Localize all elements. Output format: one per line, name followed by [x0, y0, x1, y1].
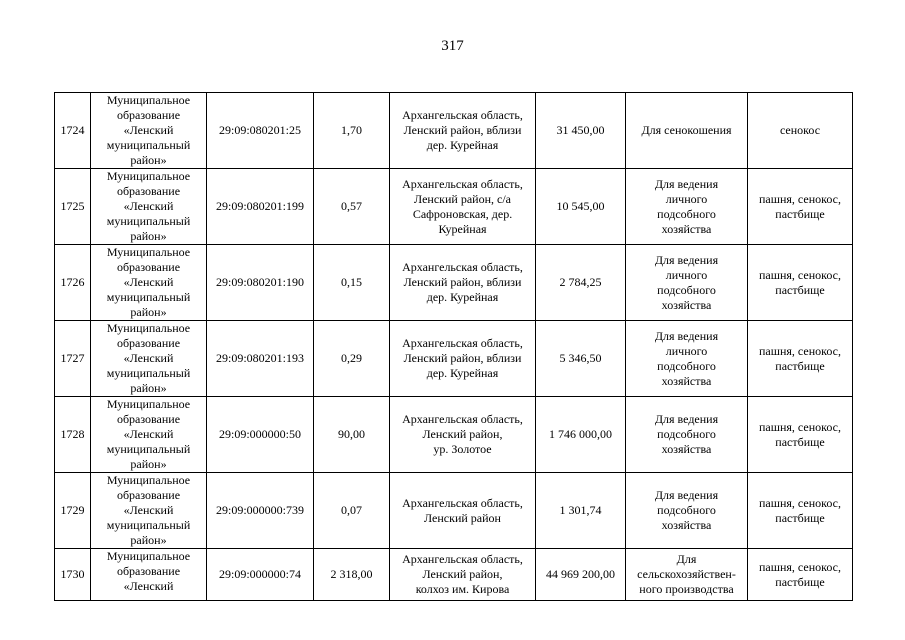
cell-owner-line: «Ленский: [123, 579, 174, 593]
cell-owner-line: район»: [130, 381, 167, 395]
cell-permitted-use-line: ного производства: [639, 582, 734, 596]
cell-land-use: [748, 397, 853, 473]
cell-location-line: Архангельская область,: [402, 552, 523, 566]
cell-owner-line: Муниципальное: [106, 245, 191, 259]
cell-land-use: [748, 321, 853, 397]
cell-number: 1728: [55, 397, 91, 473]
cell-owner: [91, 93, 207, 169]
cell-location-line: Архангельская область,: [402, 336, 523, 350]
page-number: 317: [441, 38, 464, 54]
cell-location-line: Архангельская область,: [402, 412, 523, 426]
cell-location-line: Ленский район, вблизи: [403, 123, 522, 137]
cell-land-use: [748, 169, 853, 245]
cell-owner: [91, 169, 207, 245]
cell-permitted-use: [626, 321, 748, 397]
cell-location-line: Ленский район,: [422, 427, 503, 441]
cell-owner-line: муниципальный: [106, 518, 191, 532]
cell-owner-line: «Ленский: [123, 123, 174, 137]
cell-land-use-line: пашня, сенокос,: [759, 267, 841, 282]
cell-owner: [91, 397, 207, 473]
cell-area: 1,70: [314, 93, 390, 169]
cell-owner: [91, 473, 207, 549]
cell-owner-line: район»: [130, 457, 167, 471]
cell-owner-line: Муниципальное: [106, 473, 191, 487]
cell-cadastral-number: 29:09:000000:50: [207, 397, 314, 473]
table-row: [55, 245, 853, 321]
cell-cadastral-value: 1 301,74: [536, 473, 626, 549]
cell-permitted-use: [626, 473, 748, 549]
cell-permitted-use-line: хозяйства: [661, 373, 712, 388]
cell-owner-line: Муниципальное: [106, 93, 191, 107]
cell-permitted-use-line: хозяйства: [661, 221, 712, 236]
cell-location: [390, 549, 536, 601]
cell-location-line: Ленский район, с/а: [414, 191, 511, 206]
cell-number: 1729: [55, 473, 91, 549]
cell-location-line: Архангельская область,: [402, 260, 523, 274]
cell-owner-line: Муниципальное: [106, 169, 191, 183]
cell-owner-line: муниципальный: [106, 442, 191, 456]
cell-land-use-line: пастбище: [775, 206, 825, 221]
cell-owner-line: муниципальный: [106, 214, 191, 228]
table-body: [55, 93, 853, 601]
land-registry-table: [54, 92, 853, 601]
cell-land-use-line: пастбище: [775, 282, 825, 297]
cell-permitted-use-line: Для ведения: [654, 176, 719, 191]
cell-location-line: Курейная: [438, 221, 487, 236]
cell-owner-line: «Ленский: [123, 427, 174, 441]
cell-location-line: Архангельская область,: [402, 495, 523, 510]
cell-permitted-use-line: Для ведения: [654, 252, 719, 267]
cell-location: [390, 473, 536, 549]
cell-land-use-line: пастбище: [775, 510, 825, 525]
cell-owner-line: район»: [130, 305, 167, 319]
cell-location-line: Ленский район, вблизи: [403, 351, 522, 365]
cell-land-use-line: пастбище: [775, 434, 825, 449]
cell-permitted-use-line: Для сенокошения: [641, 123, 732, 137]
cell-permitted-use-line: подсобного: [657, 503, 716, 517]
cell-permitted-use: [626, 169, 748, 245]
cell-area: 2 318,00: [314, 549, 390, 601]
cell-owner-line: образование: [116, 488, 181, 502]
cell-permitted-use-line: личного: [665, 267, 708, 282]
cell-permitted-use-line: подсобного: [657, 358, 716, 373]
cell-location-line: Сафроновская, дер.: [412, 206, 513, 221]
cell-cadastral-number: 29:09:080201:199: [207, 169, 314, 245]
cell-cadastral-value: 1 746 000,00: [536, 397, 626, 473]
cell-cadastral-value: 2 784,25: [536, 245, 626, 321]
cell-cadastral-number: 29:09:000000:739: [207, 473, 314, 549]
cell-owner-line: образование: [116, 260, 181, 274]
table-row: [55, 93, 853, 169]
cell-location: [390, 93, 536, 169]
cell-permitted-use: [626, 397, 748, 473]
cell-owner-line: район»: [130, 153, 167, 167]
cell-number: 1724: [55, 93, 91, 169]
cell-land-use-line: сенокос: [779, 123, 821, 137]
cell-area: 90,00: [314, 397, 390, 473]
cell-land-use-line: пашня, сенокос,: [759, 495, 841, 510]
cell-owner: [91, 321, 207, 397]
cell-owner-line: муниципальный: [106, 366, 191, 380]
cell-owner-line: муниципальный: [106, 138, 191, 152]
cell-owner-line: район»: [130, 533, 167, 547]
cell-area: 0,15: [314, 245, 390, 321]
cell-owner-line: «Ленский: [123, 275, 174, 289]
table-row: [55, 169, 853, 245]
cell-cadastral-number: 29:09:080201:25: [207, 93, 314, 169]
cell-owner: [91, 549, 207, 601]
cell-permitted-use: [626, 245, 748, 321]
cell-number: 1726: [55, 245, 91, 321]
cell-owner-line: муниципальный: [106, 290, 191, 304]
cell-location-line: дер. Курейная: [426, 290, 499, 304]
cell-owner-line: образование: [116, 564, 181, 578]
cell-land-use-line: пашня, сенокос,: [759, 191, 841, 206]
table-row: [55, 473, 853, 549]
cell-owner-line: образование: [116, 108, 181, 122]
cell-location: [390, 245, 536, 321]
cell-location-line: Архангельская область,: [402, 108, 523, 122]
cell-location-line: колхоз им. Кирова: [415, 582, 510, 596]
cell-permitted-use: [626, 93, 748, 169]
cell-location-line: Ленский район: [424, 510, 501, 525]
cell-permitted-use-line: хозяйства: [661, 297, 712, 312]
cell-owner-line: район»: [130, 229, 167, 243]
cell-location: [390, 397, 536, 473]
cell-land-use: [748, 245, 853, 321]
cell-land-use-line: пашня, сенокос,: [759, 559, 841, 574]
cell-permitted-use: [626, 549, 748, 601]
cell-location-line: Ленский район,: [422, 567, 503, 581]
cell-permitted-use-line: сельскохозяйствен-: [637, 567, 736, 581]
cell-land-use-line: пастбище: [775, 358, 825, 373]
cell-location-line: Архангельская область,: [402, 176, 523, 191]
cell-number: 1727: [55, 321, 91, 397]
cell-land-use-line: пашня, сенокос,: [759, 419, 841, 434]
table-row: [55, 321, 853, 397]
cell-cadastral-value: 44 969 200,00: [536, 549, 626, 601]
cell-owner-line: образование: [116, 184, 181, 198]
cell-area: 0,07: [314, 473, 390, 549]
cell-owner-line: «Ленский: [123, 199, 174, 213]
cell-land-use: [748, 473, 853, 549]
cell-permitted-use-line: Для ведения: [654, 328, 719, 343]
cell-location-line: ур. Золотое: [433, 442, 492, 456]
cell-owner-line: «Ленский: [123, 503, 174, 517]
cell-owner-line: образование: [116, 412, 181, 426]
cell-owner-line: «Ленский: [123, 351, 174, 365]
cell-owner-line: Муниципальное: [106, 397, 191, 411]
cell-permitted-use-line: хозяйства: [661, 442, 712, 456]
cell-permitted-use-line: Для: [676, 552, 697, 566]
cell-cadastral-number: 29:09:080201:190: [207, 245, 314, 321]
cell-owner: [91, 245, 207, 321]
cell-cadastral-number: 29:09:080201:193: [207, 321, 314, 397]
cell-area: 0,29: [314, 321, 390, 397]
table-row: [55, 397, 853, 473]
table-row: [55, 549, 853, 601]
cell-permitted-use-line: личного: [665, 343, 708, 358]
cell-permitted-use-line: подсобного: [657, 206, 716, 221]
cell-cadastral-value: 5 346,50: [536, 321, 626, 397]
cell-land-use-line: пашня, сенокос,: [759, 343, 841, 358]
cell-land-use-line: пастбище: [775, 574, 825, 589]
cell-location-line: дер. Курейная: [426, 366, 499, 380]
cell-owner-line: Муниципальное: [106, 549, 191, 563]
cell-area: 0,57: [314, 169, 390, 245]
cell-permitted-use-line: подсобного: [657, 427, 716, 441]
cell-permitted-use-line: хозяйства: [661, 518, 712, 532]
cell-owner-line: Муниципальное: [106, 321, 191, 335]
cell-cadastral-number: 29:09:000000:74: [207, 549, 314, 601]
cell-cadastral-value: 31 450,00: [536, 93, 626, 169]
cell-number: 1725: [55, 169, 91, 245]
cell-permitted-use-line: Для ведения: [654, 412, 719, 426]
cell-permitted-use-line: Для ведения: [654, 488, 719, 502]
cell-location: [390, 321, 536, 397]
cell-permitted-use-line: личного: [665, 191, 708, 206]
cell-permitted-use-line: подсобного: [657, 282, 716, 297]
cell-number: 1730: [55, 549, 91, 601]
cell-location-line: Ленский район, вблизи: [403, 275, 522, 289]
cell-location: [390, 169, 536, 245]
cell-land-use: [748, 549, 853, 601]
cell-location-line: дер. Курейная: [426, 138, 499, 152]
cell-owner-line: образование: [116, 336, 181, 350]
cell-cadastral-value: 10 545,00: [536, 169, 626, 245]
cell-land-use: [748, 93, 853, 169]
